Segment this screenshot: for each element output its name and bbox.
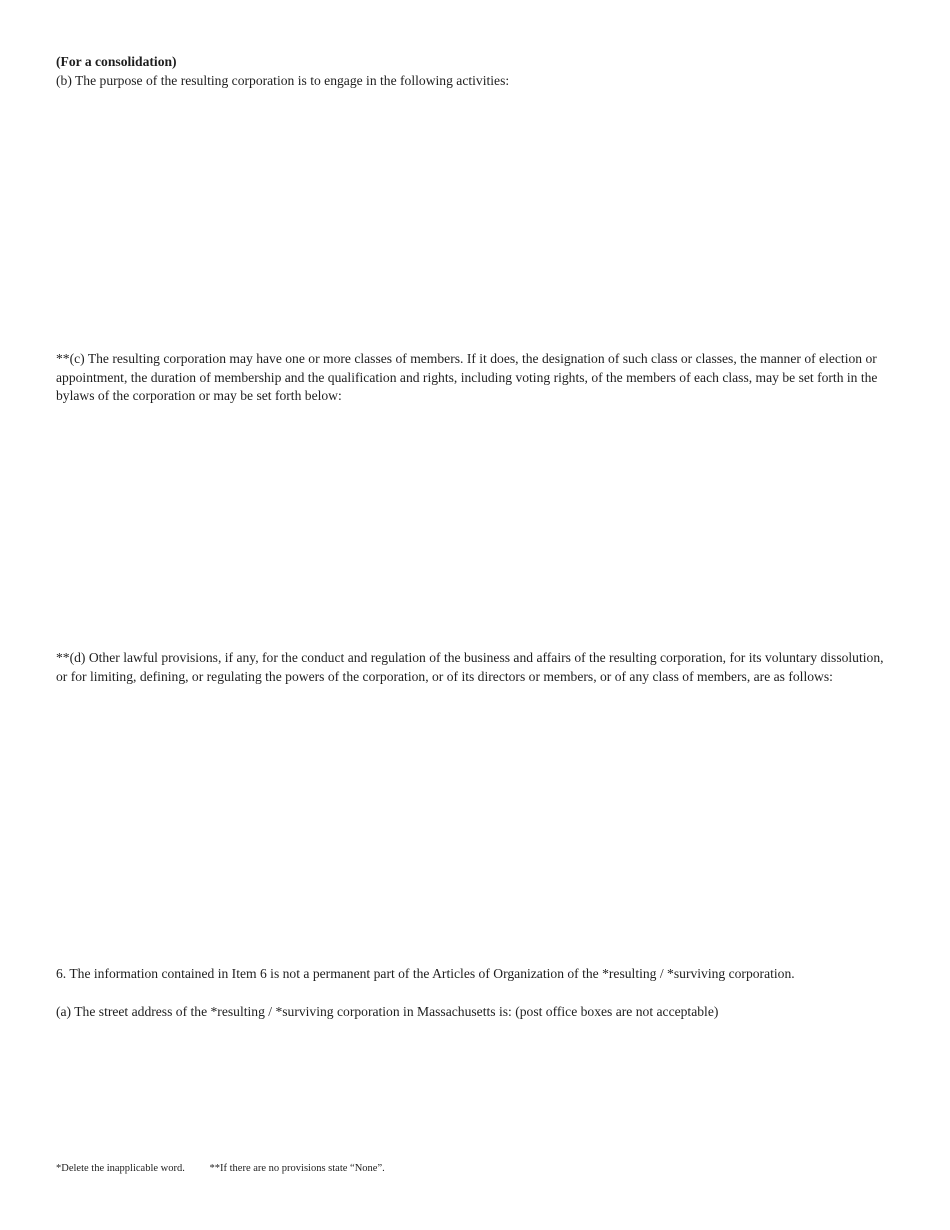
item-6-statement: 6. The information contained in Item 6 is not a permanent part of the Articles of Organization of the *resulting / *surviving corporation.	[56, 966, 795, 981]
item-6	[56, 965, 894, 984]
street-address-entry-area[interactable]	[56, 1028, 894, 1148]
purpose-instruction: (b) The purpose of the resulting corporation is to engage in the following activities:	[56, 72, 510, 88]
footnote-delete-word: *Delete the inapplicable word.	[56, 1163, 185, 1174]
member-classes-instruction: **(c) The resulting corporation may have one or more classes of members. If it does, the designation of such class or classes, the manner of election or appointment, the duration of membership and the qualification and rights, including voting rights, of the members of each class, may be set forth in the bylaws of the corporation or may be set forth below:	[56, 351, 878, 403]
section-c	[56, 350, 894, 406]
consolidation-heading: (For a consolidation)	[56, 54, 177, 69]
street-address-instruction: (a) The street address of the *resulting / *surviving corporation in Massachusetts is: (post office boxes are not acceptable)	[56, 1004, 719, 1019]
section-b	[56, 53, 894, 90]
purpose-entry-area[interactable]	[56, 95, 894, 340]
other-provisions-instruction: **(d) Other lawful provisions, if any, for the conduct and regulation of the business and affairs of the resulting corporation, for its voluntary dissolution, or for limiting, defining, or regulating the powers of the corporation, or of its directors or members, or of any class of members, are as follows:	[56, 650, 884, 684]
section-d	[56, 649, 894, 686]
item-6a	[56, 1003, 894, 1022]
footnote-none: **If there are no provisions state “None”.	[209, 1163, 385, 1174]
other-provisions-entry-area[interactable]	[56, 712, 894, 957]
footnotes	[56, 1162, 385, 1176]
member-classes-entry-area[interactable]	[56, 412, 894, 640]
